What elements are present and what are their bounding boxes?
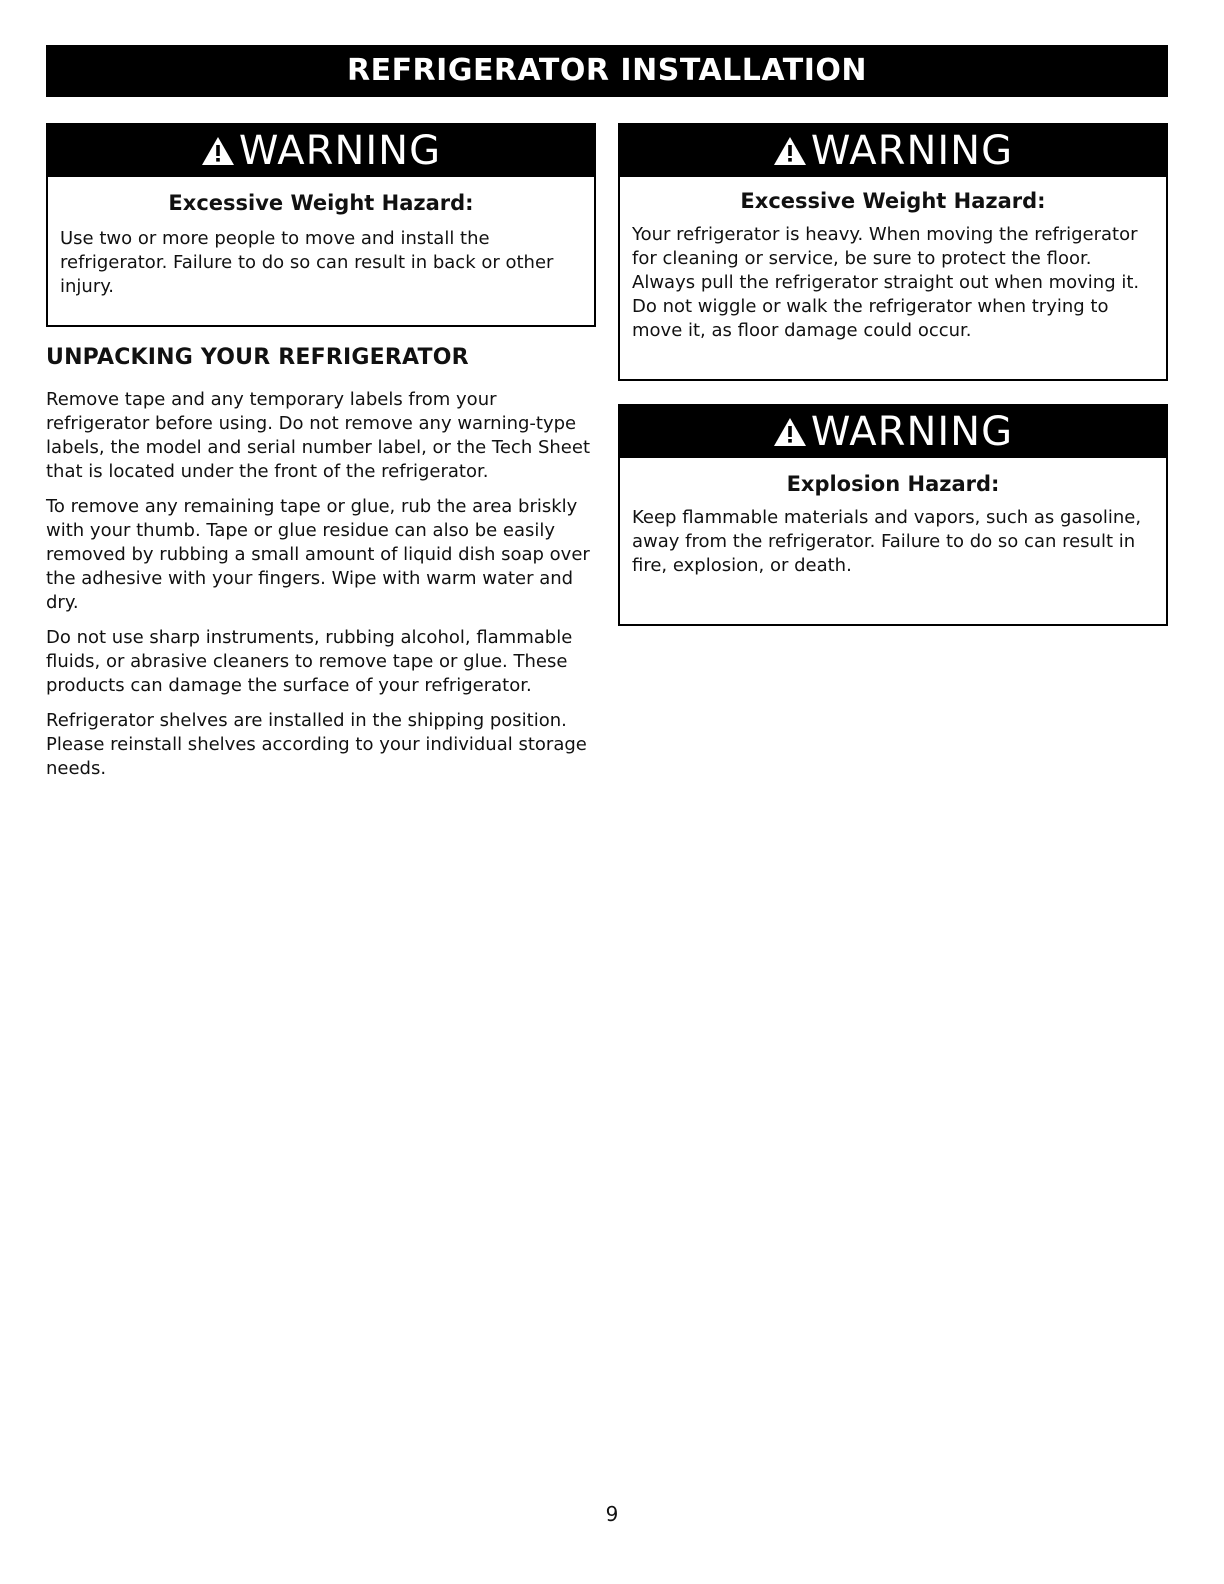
unpacking-heading: UNPACKING YOUR REFRIGERATOR	[46, 345, 469, 370]
warning-triangle-icon	[773, 135, 807, 167]
paragraph: Remove tape and any temporary labels from your refrigerator before using. Do not remove any warning-type labels, the model and serial number label, or the Tech Sheet that is located under the front of the refrigerator.	[46, 389, 590, 482]
hazard-text: Keep flammable materials and vapors, such as gasoline, away from the refrigerator. Failure to do so can result in fire, explosion, or death.	[632, 507, 1142, 576]
hazard-text: Use two or more people to move and install the refrigerator. Failure to do so can result in back or other injury.	[60, 228, 554, 297]
unpacking-body	[46, 388, 598, 792]
warning-box-weight-install	[46, 123, 596, 327]
warning-box-explosion	[618, 404, 1168, 626]
paragraph: To remove any remaining tape or glue, rub the area briskly with your thumb. Tape or glue residue can also be easily removed by rubbing a small amount of liquid dish soap over the adhesive with your fingers. Wipe with warm water and dry.	[46, 496, 590, 613]
section-banner: REFRIGERATOR INSTALLATION	[46, 45, 1168, 97]
warning-label: WARNING	[810, 128, 1014, 174]
warning-label: WARNING	[238, 128, 442, 174]
warning-header	[48, 125, 594, 177]
paragraph: Refrigerator shelves are installed in the shipping position. Please reinstall shelves according to your individual storage needs.	[46, 710, 587, 779]
page-number: 9	[605, 1502, 619, 1526]
warning-label: WARNING	[810, 409, 1014, 455]
warning-header	[620, 406, 1166, 458]
warning-triangle-icon	[773, 416, 807, 448]
warning-box-weight-floor	[618, 123, 1168, 381]
hazard-title: Excessive Weight Hazard:	[168, 191, 474, 215]
paragraph: Do not use sharp instruments, rubbing alcohol, flammable fluids, or abrasive cleaners to remove tape or glue. These products can damage the surface of your refrigerator.	[46, 627, 573, 696]
warning-triangle-icon	[201, 135, 235, 167]
hazard-text: Your refrigerator is heavy. When moving the refrigerator for cleaning or service, be sure to protect the floor. Always pull the refrigerator straight out when moving it. Do not wiggle or walk the refrigerator when trying to move it, as floor damage could occur.	[632, 224, 1140, 341]
hazard-title: Explosion Hazard:	[786, 472, 1000, 496]
warning-header	[620, 125, 1166, 177]
hazard-title: Excessive Weight Hazard:	[740, 189, 1046, 213]
